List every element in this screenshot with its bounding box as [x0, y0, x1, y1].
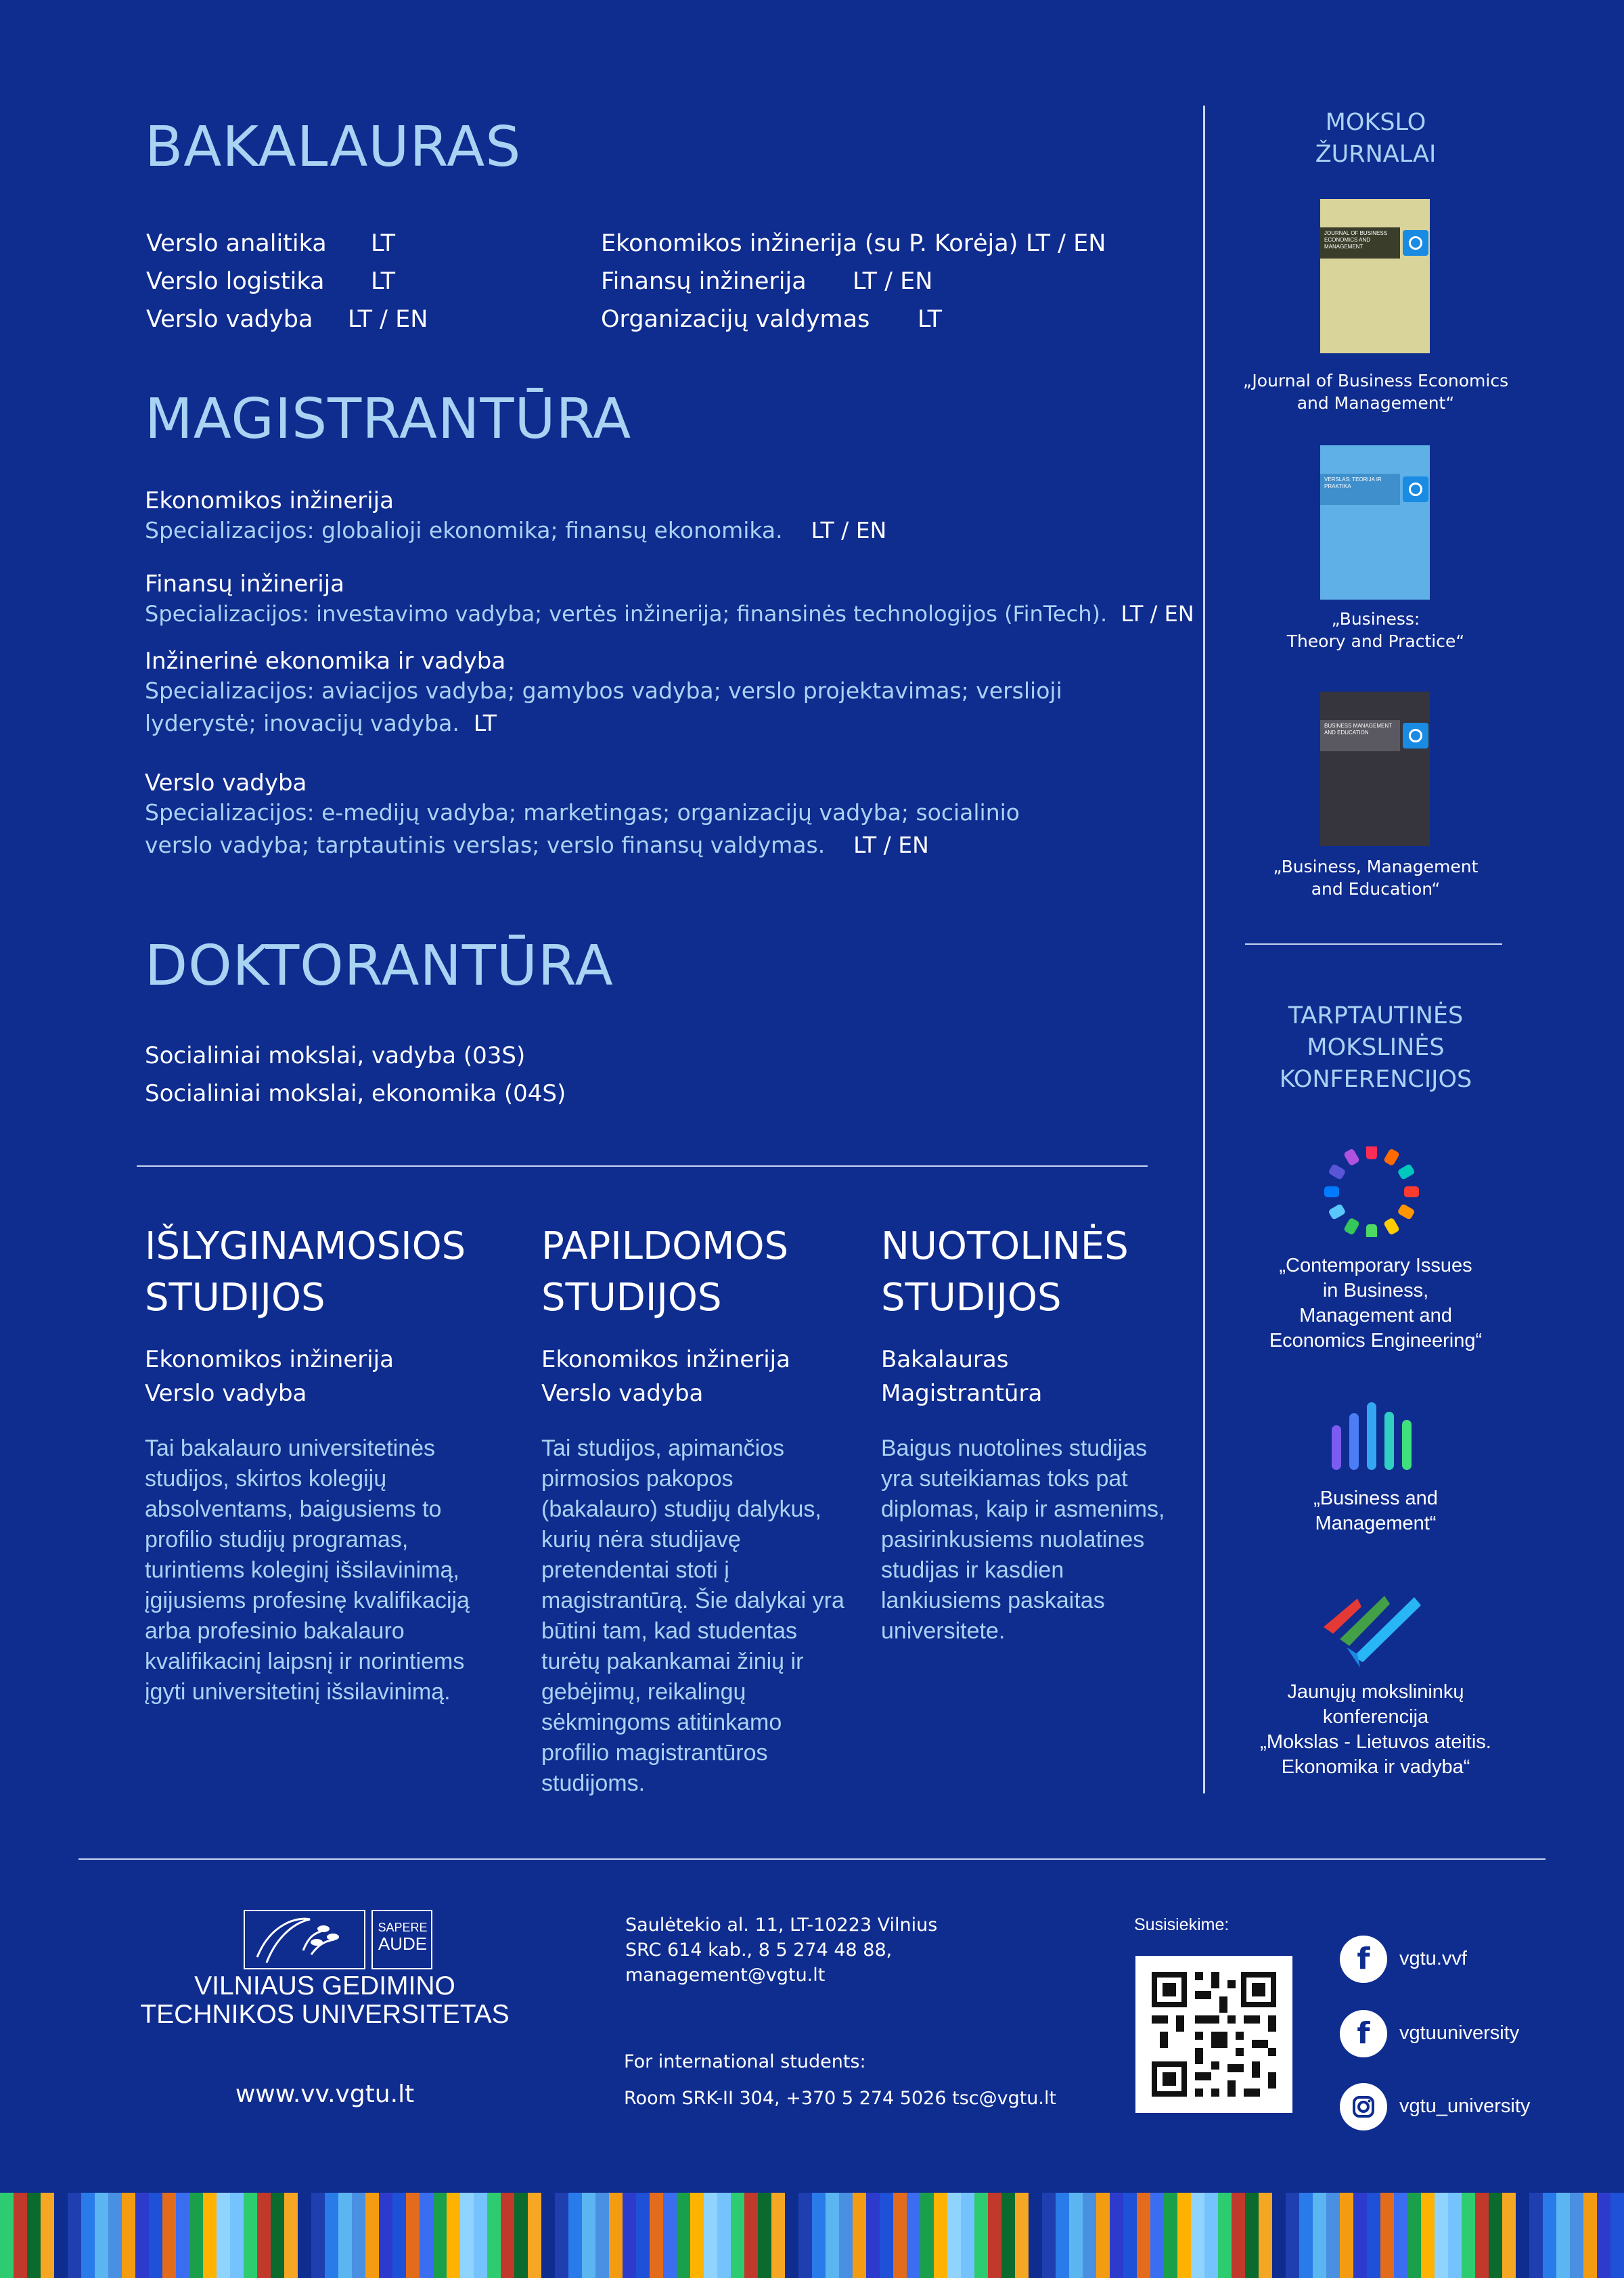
stripe: [663, 2193, 677, 2278]
bars-logo-icon: [1326, 1398, 1421, 1473]
stripe: [623, 2193, 636, 2278]
contact-label: Susisiekime:: [1134, 1915, 1230, 1934]
stripe: [1001, 2193, 1015, 2278]
program-specializations: Specializacijos: e-medijų vadyba; marketingas; organizacijų vadyba; socialinio verslo vadyba; tarptautinis verslas; verslo finansų valdymas.: [145, 799, 1020, 858]
column-text: Tai studijos, apimančios pirmosios pakopos (bakalauro) studijų dalykus, kurių nėra studijavę pretendentai stoti į magistrantūrą. Šie dalykai yra būtini tam, kad studentas turėtų pakankamai žinių ir gebėjimų, reikalingų sėkmingoms atitinkamo profilio magistrantūros studijoms.: [541, 1435, 844, 1796]
column-title: STUDIJOS: [541, 1276, 722, 1320]
ring-segment: [1328, 1203, 1346, 1220]
stripe: [176, 2193, 189, 2278]
stripe: [839, 2193, 853, 2278]
stripe: [68, 2193, 81, 2278]
stripe: [1177, 2193, 1191, 2278]
stripe: [677, 2193, 690, 2278]
decorative-stripes: [0, 2193, 1624, 2278]
program-lang: LT / EN: [1121, 601, 1194, 627]
column-title: PAPILDOMOS: [541, 1224, 789, 1268]
doctoral-title: DOKTORANTŪRA: [145, 934, 614, 998]
stripe: [853, 2193, 866, 2278]
ring-segment: [1324, 1186, 1339, 1197]
stripe: [1435, 2193, 1448, 2278]
program-specializations: Specializacijos: investavimo vadyba; vertės inžinerija; finansinės technologijos (FinTech).: [145, 601, 1108, 627]
instagram-icon[interactable]: [1340, 2083, 1387, 2130]
bachelor-left-list: [146, 225, 327, 338]
stripe: [81, 2193, 95, 2278]
stripe: [1597, 2193, 1610, 2278]
ring-segment: [1343, 1148, 1360, 1166]
journal-caption: „Business, Management and Education“: [1273, 857, 1479, 899]
facebook-icon[interactable]: f: [1340, 1936, 1387, 1983]
social-link[interactable]: vgtuuniversity: [1399, 2022, 1520, 2044]
stripe: [1570, 2193, 1583, 2278]
social-link[interactable]: vgtu.vvf: [1399, 1948, 1467, 1969]
stripe: [284, 2193, 298, 2278]
section-divider: [137, 1165, 1148, 1167]
stripe: [717, 2193, 731, 2278]
bachelor-title: BAKALAURAS: [145, 115, 522, 179]
stripe: [447, 2193, 460, 2278]
address-block: Saulėtekio al. 11, LT-10223 Vilnius SRC 614 kab., 8 5 274 48 88, management@vgtu.lt: [625, 1913, 937, 1988]
stripe: [974, 2193, 988, 2278]
stripe: [1272, 2193, 1286, 2278]
column-title: IŠLYGINAMOSIOS: [145, 1224, 466, 1268]
stripe: [203, 2193, 217, 2278]
program-name: Inžinerinė ekonomika ir vadyba: [145, 648, 506, 675]
program-specializations: Specializacijos: globalioji ekonomika; finansų ekonomika.: [145, 517, 783, 543]
doctoral-item: Socialiniai mokslai, vadyba (03S): [145, 1042, 526, 1069]
stripe: [1489, 2193, 1502, 2278]
bachelor-lang: LT: [371, 268, 396, 295]
column-subtitle: Ekonomikos inžinerija: [145, 1346, 394, 1373]
journal-cover: VERSLAS: TEORIJA IR PRAKTIKA: [1320, 445, 1430, 600]
ring-logo-icon: [1322, 1146, 1421, 1237]
website-link[interactable]: www.vv.vgtu.lt: [235, 2080, 415, 2108]
stripe: [1340, 2193, 1353, 2278]
conference-caption: „Contemporary Issues in Business, Management and Economics Engineering“: [1269, 1255, 1483, 1352]
stripe: [1245, 2193, 1259, 2278]
stripe: [420, 2193, 433, 2278]
stripe: [1610, 2193, 1624, 2278]
stripe: [1015, 2193, 1029, 2278]
stripe: [1232, 2193, 1245, 2278]
stripe: [1475, 2193, 1489, 2278]
journals-title: MOKSLO ŽURNALAI: [1315, 109, 1437, 168]
stripe: [947, 2193, 961, 2278]
stripe: [1394, 2193, 1407, 2278]
bachelor-program: Ekonomikos inžinerija (su P. Korėja): [601, 230, 1018, 257]
sidebar-divider: [1203, 106, 1205, 1793]
stripe: [41, 2193, 54, 2278]
stripe: [1543, 2193, 1556, 2278]
journal-badge-icon: [1403, 723, 1428, 749]
stripe: [1204, 2193, 1218, 2278]
program-lang: LT: [473, 710, 497, 736]
bachelor-lang: LT: [371, 230, 396, 257]
stripe: [1164, 2193, 1177, 2278]
column-title: NUOTOLINĖS: [881, 1224, 1129, 1268]
stripe: [217, 2193, 230, 2278]
stripe: [704, 2193, 717, 2278]
stripe: [961, 2193, 974, 2278]
column-title: STUDIJOS: [881, 1276, 1062, 1320]
stripe: [0, 2193, 14, 2278]
stripe: [1029, 2193, 1042, 2278]
stripe: [595, 2193, 609, 2278]
conference-caption: „Business and Management“: [1313, 1488, 1438, 1534]
ring-segment: [1397, 1203, 1416, 1220]
stripe: [880, 2193, 893, 2278]
stripe: [1448, 2193, 1462, 2278]
column-subtitle: Verslo vadyba: [541, 1380, 704, 1407]
stripe: [406, 2193, 420, 2278]
ring-segment: [1366, 1224, 1377, 1237]
stripe: [474, 2193, 487, 2278]
stripe: [1069, 2193, 1083, 2278]
stripe: [1407, 2193, 1421, 2278]
stripe: [785, 2193, 798, 2278]
conferences-title: TARPTAUTINĖS MOKSLINĖS KONFERENCIJOS: [1279, 1002, 1472, 1093]
stripe: [501, 2193, 514, 2278]
bachelor-lang: LT: [918, 306, 943, 333]
ring-segment: [1383, 1148, 1400, 1166]
stripe: [1096, 2193, 1110, 2278]
stripe: [122, 2193, 135, 2278]
doctoral-item: Socialiniai mokslai, ekonomika (04S): [145, 1080, 566, 1107]
column-subtitle: Verslo vadyba: [145, 1380, 307, 1407]
stripe: [1313, 2193, 1326, 2278]
conference-caption: Jaunųjų mokslininkų konferencija „Mokslas - Lietuvos ateitis. Ekonomika ir vadyba“: [1260, 1681, 1491, 1778]
journal-caption: „Journal of Business Economics and Management“: [1242, 371, 1509, 413]
column-additional: [541, 1221, 846, 1799]
column-distance: [881, 1221, 1172, 1647]
column-subtitle: Ekonomikos inžinerija: [541, 1346, 790, 1373]
ring-segment: [1383, 1218, 1400, 1236]
stripe: [690, 2193, 704, 2278]
stripe: [162, 2193, 176, 2278]
swoosh-logo-icon: [1320, 1586, 1425, 1668]
stripe: [54, 2193, 68, 2278]
sidebar-section-divider: [1245, 943, 1502, 945]
stripe: [826, 2193, 839, 2278]
stripe: [1191, 2193, 1204, 2278]
stripe: [893, 2193, 907, 2278]
stripe: [1218, 2193, 1232, 2278]
journal-cover: JOURNAL OF BUSINESS ECONOMICS AND MANAGEMENT: [1320, 199, 1430, 353]
stripe: [758, 2193, 771, 2278]
master-title: MAGISTRANTŪRA: [145, 387, 632, 451]
stripe: [365, 2193, 379, 2278]
stripe: [1353, 2193, 1367, 2278]
bachelor-program: Verslo logistika: [146, 268, 325, 295]
program-name: Finansų inžinerija: [145, 571, 344, 598]
stripe: [528, 2193, 541, 2278]
journal-caption: „Business: Theory and Practice“: [1286, 609, 1465, 651]
stripe: [244, 2193, 257, 2278]
stripe: [433, 2193, 447, 2278]
stripe: [95, 2193, 108, 2278]
column-text: Baigus nuotolines studijas yra suteikiamas toks pat diplomas, kaip ir asmenims, pasirinkusiems nuolatines studijas ir kasdien lankiusiems paskaitas universitete.: [881, 1435, 1165, 1644]
qr-code-icon[interactable]: [1135, 1956, 1292, 2113]
stripe: [311, 2193, 325, 2278]
stripe: [1083, 2193, 1096, 2278]
stripe: [1123, 2193, 1137, 2278]
stripe: [555, 2193, 568, 2278]
footer-divider: [78, 1858, 1546, 1860]
master-program: [145, 648, 1126, 740]
program-lang: LT / EN: [811, 517, 887, 543]
ring-segment: [1366, 1146, 1377, 1159]
stripe: [609, 2193, 623, 2278]
bachelor-program: Finansų inžinerija: [601, 268, 807, 295]
column-subtitle: Magistrantūra: [881, 1380, 1043, 1407]
bachelor-right-list: [601, 225, 1018, 338]
column-subtitle: Bakalauras: [881, 1346, 1009, 1373]
stripe: [1056, 2193, 1069, 2278]
program-name: Ekonomikos inžinerija: [145, 487, 394, 514]
bachelor-program: Verslo analitika: [146, 230, 327, 257]
column-text: Tai bakalauro universitetinės studijos, skirtos kolegijų absolventams, baigusiems to profilio studijų programas, turintiems koleginį išsilavinimą, įgijusiems profesinę kvalifikaciją arba profesinio bakalauro kvalifikacinį laipsnį ir norintiems įgyti universitetinį išsilavinimą.: [145, 1435, 470, 1705]
stripe: [230, 2193, 244, 2278]
program-specializations: Specializacijos: aviacijos vadyba; gamybos vadyba; verslo projektavimas; verslioji lyderystė; inovacijų vadyba.: [145, 677, 1062, 736]
stripe: [460, 2193, 474, 2278]
bachelor-program: Verslo vadyba: [146, 306, 313, 333]
ring-segment: [1328, 1163, 1346, 1180]
stripe: [798, 2193, 812, 2278]
stripe: [582, 2193, 595, 2278]
stripe: [1326, 2193, 1340, 2278]
stripe: [1380, 2193, 1394, 2278]
stripe: [27, 2193, 41, 2278]
stripe: [1529, 2193, 1543, 2278]
stripe: [988, 2193, 1001, 2278]
intl-title: For international students:: [624, 2051, 866, 2072]
bachelor-lang: LT / EN: [1026, 230, 1106, 257]
journal-badge-icon: [1403, 476, 1428, 502]
stripe: [487, 2193, 501, 2278]
stripe: [338, 2193, 352, 2278]
stripe: [1110, 2193, 1123, 2278]
stripe: [271, 2193, 284, 2278]
journal-badge-icon: [1403, 230, 1428, 256]
ring-segment: [1343, 1218, 1360, 1236]
stripe: [812, 2193, 826, 2278]
master-program: [145, 769, 1065, 862]
stripe: [920, 2193, 934, 2278]
stripe: [1299, 2193, 1313, 2278]
stripe: [1286, 2193, 1299, 2278]
stripe: [298, 2193, 311, 2278]
social-link[interactable]: vgtu_university: [1399, 2095, 1531, 2117]
stripe: [650, 2193, 663, 2278]
stripe: [1421, 2193, 1435, 2278]
program-name: Verslo vadyba: [145, 769, 307, 797]
university-name: VILNIAUS GEDIMINO TECHNIKOS UNIVERSITETAS: [140, 1971, 510, 2029]
stripe: [1502, 2193, 1516, 2278]
stripe: [731, 2193, 744, 2278]
doctoral-list: [145, 1037, 566, 1113]
stripe: [257, 2193, 271, 2278]
master-program: [145, 571, 1200, 630]
stripe: [379, 2193, 392, 2278]
facebook-icon[interactable]: f: [1340, 2010, 1387, 2057]
bachelor-lang: LT / EN: [853, 268, 933, 295]
stripe: [907, 2193, 920, 2278]
stripe: [636, 2193, 650, 2278]
stripe: [1259, 2193, 1272, 2278]
stripe: [514, 2193, 528, 2278]
email-link[interactable]: management@vgtu.lt: [625, 1965, 826, 1986]
stripe: [744, 2193, 758, 2278]
stripe: [1583, 2193, 1597, 2278]
stripe: [14, 2193, 27, 2278]
stripe: [1367, 2193, 1380, 2278]
journal-cover: BUSINESS MANAGEMENT AND EDUCATION: [1320, 692, 1430, 846]
stripe: [325, 2193, 338, 2278]
stripe: [568, 2193, 582, 2278]
stripe: [189, 2193, 203, 2278]
master-program: [145, 487, 1200, 547]
stripe: [392, 2193, 406, 2278]
stripe: [541, 2193, 555, 2278]
stripe: [352, 2193, 365, 2278]
stripe: [771, 2193, 785, 2278]
bachelor-lang: LT / EN: [348, 306, 428, 333]
ring-segment: [1397, 1163, 1416, 1180]
stripe: [1516, 2193, 1529, 2278]
stripe: [135, 2193, 149, 2278]
logo-motto: SAPERE AUDE: [378, 1921, 428, 1954]
stripe: [149, 2193, 162, 2278]
ring-segment: [1404, 1186, 1419, 1197]
stripe: [1137, 2193, 1150, 2278]
stripe: [1150, 2193, 1164, 2278]
intl-contact: Room SRK-II 304, +370 5 274 5026 tsc@vgtu.lt: [624, 2088, 1057, 2109]
stripe: [108, 2193, 122, 2278]
stripe: [1462, 2193, 1475, 2278]
column-equalizing: [145, 1221, 483, 1707]
bachelor-program: Organizacijų valdymas: [601, 306, 870, 333]
stripe: [866, 2193, 880, 2278]
column-title: STUDIJOS: [145, 1276, 325, 1320]
stripe: [934, 2193, 947, 2278]
stripe: [1042, 2193, 1056, 2278]
program-lang: LT / EN: [853, 832, 929, 858]
stripe: [1556, 2193, 1570, 2278]
